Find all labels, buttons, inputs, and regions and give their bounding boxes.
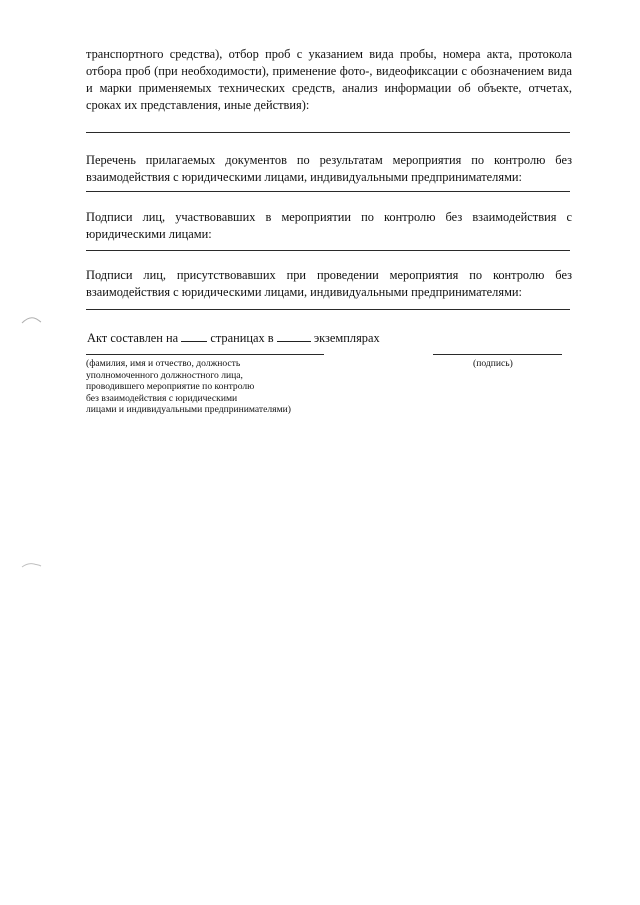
fill-line-attached-documents: [86, 191, 570, 192]
paragraph-participant-signatures: Подписи лиц, участвовавших в мероприятии по контролю без взаимодействия с юридическими лицами:: [86, 210, 572, 241]
official-name-caption: (фамилия, имя и отчество, должность уполномоченного должностного лица, проводившего мероприятие по контролю без взаимодействия с юридическими лицами и индивидуальными предпринимателями): [86, 358, 291, 416]
act-prefix-text: Акт составлен на: [87, 331, 179, 345]
act-pages-statement: [87, 329, 380, 346]
fill-line-actions: [86, 132, 570, 133]
scan-mark: [20, 559, 42, 571]
paragraph-actions: транспортного средства), отбор проб с указанием вида пробы, номера акта, протокола отбора проб (при необходимости), применение фото-, видеофиксации с обозначением вида и марки применяемых технических средств, анализ информации об объекте, отчетах, сроках их представления, иные действия):: [86, 47, 572, 112]
pages-count-blank: [181, 329, 207, 342]
fill-line-participant-signatures: [86, 250, 570, 251]
paragraph-attached-documents: Перечень прилагаемых документов по результатам мероприятия по контролю без взаимодействия с юридическими лицами, индивидуальными предпринимателями:: [86, 153, 572, 184]
paragraph-present-signatures: Подписи лиц, присутствовавших при проведении мероприятия по контролю без взаимодействия с юридическими лицами, индивидуальными предпринимателями:: [86, 268, 572, 299]
copies-count-blank: [277, 329, 311, 342]
official-name-line: [86, 354, 324, 355]
act-suffix-text: экземплярах: [313, 331, 380, 345]
act-middle-text: страницах в: [210, 331, 274, 345]
fill-line-present-signatures: [86, 309, 570, 310]
signature-line: [433, 354, 562, 355]
scan-mark: [20, 314, 42, 326]
signature-caption: (подпись): [473, 358, 513, 369]
